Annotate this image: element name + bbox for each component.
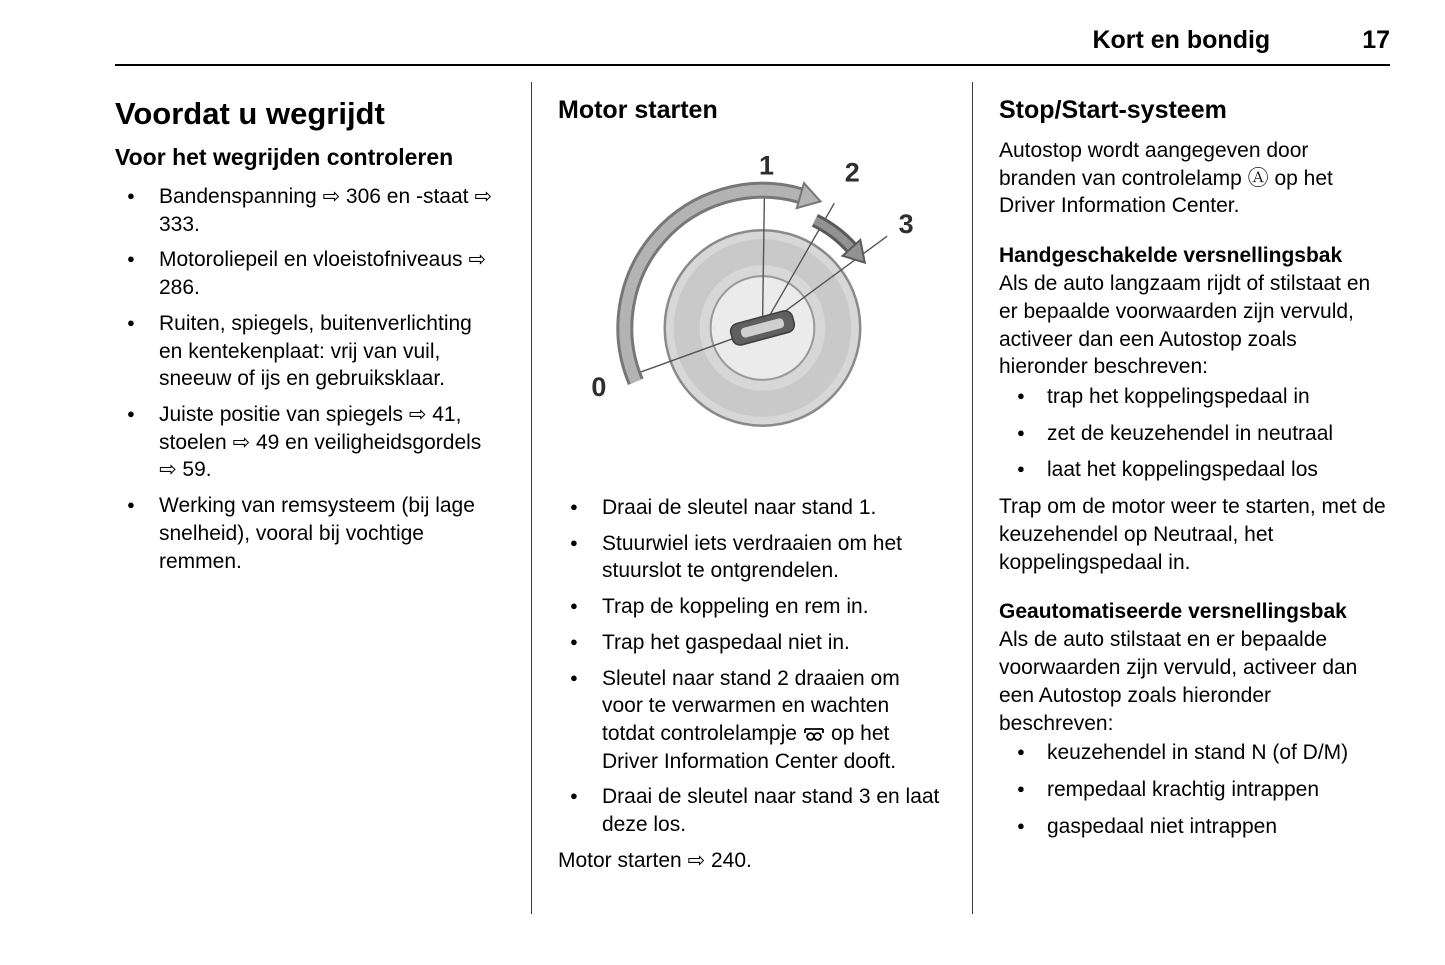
list-item: ● Ruiten, spiegels, buitenverlichting en kentekenplaat: vrij van vuil, sneeuw of ijs en gebruiksklaar. bbox=[115, 310, 501, 393]
engine-start-steps bbox=[558, 494, 946, 839]
glow-plug-icon bbox=[803, 726, 825, 742]
position-label-1: 1 bbox=[758, 150, 774, 181]
bullet-text: Sleutel naar stand 2 draaien om voor te verwarmen en wachten totdat controlelampje bbox=[602, 666, 900, 746]
list-item: ● Werking van remsysteem (bij lage snelheid), vooral bij vochtige remmen. bbox=[115, 492, 501, 575]
manual-gearbox-heading: Handgeschakelde versnellingsbak bbox=[999, 244, 1343, 268]
checklist bbox=[115, 183, 501, 575]
position-label-2: 2 bbox=[844, 157, 860, 188]
intro-paragraph: Autostop wordt aangegeven door branden van controlelamp Ⓐ op het Driver Information Center. bbox=[999, 139, 1333, 218]
ignition-switch-diagram bbox=[558, 143, 947, 473]
list-item: ● Trap de koppeling en rem in. bbox=[558, 593, 946, 621]
header-rule bbox=[115, 64, 1390, 66]
section-title: Stop/Start-systeem bbox=[999, 96, 1227, 124]
list-item: ● trap het koppelingspedaal in bbox=[999, 383, 1390, 411]
manual-gearbox-body: Als de auto langzaam rijdt of stilstaat en er bepaalde voorwaarden zijn vervuld, activeer dan een Autostop zoals hieronder beschreven: bbox=[999, 272, 1371, 379]
list-item: ● zet de keuzehendel in neutraal bbox=[999, 420, 1390, 448]
list-item: ● laat het koppelingspedaal los bbox=[999, 456, 1390, 484]
column-stop-start bbox=[972, 82, 1390, 914]
section-title: Motor starten bbox=[558, 96, 718, 124]
list-item: ● Draai de sleutel naar stand 1. bbox=[558, 494, 946, 522]
page-header bbox=[115, 26, 1390, 66]
manual-gearbox-steps bbox=[999, 383, 1390, 484]
list-item: ● Juiste positie van spiegels ⇨ 41, stoelen ⇨ 49 en veiligheidsgordels ⇨ 59. bbox=[115, 401, 501, 484]
automated-gearbox-body: Als de auto stilstaat en er bepaalde voorwaarden zijn vervuld, activeer dan een Autostop zoals hieronder beschreven: bbox=[999, 628, 1358, 735]
column-engine-start bbox=[531, 82, 972, 914]
column-before-driving bbox=[115, 82, 531, 914]
list-item: ● Motoroliepeil en vloeistofniveaus ⇨ 286. bbox=[115, 246, 501, 301]
content-columns bbox=[115, 82, 1390, 914]
automated-gearbox-steps bbox=[999, 739, 1390, 840]
page-number: 17 bbox=[1362, 26, 1390, 54]
position-label-0: 0 bbox=[591, 371, 607, 402]
chapter-title: Kort en bondig bbox=[1092, 26, 1271, 54]
list-item: ● Draai de sleutel naar stand 3 en laat deze los. bbox=[558, 783, 946, 838]
list-item: ● Trap het gaspedaal niet in. bbox=[558, 629, 946, 657]
list-item: ● Stuurwiel iets verdraaien om het stuurslot te ontgrendelen. bbox=[558, 530, 946, 585]
cross-reference: Motor starten ⇨ 240. bbox=[558, 848, 752, 872]
list-item bbox=[558, 665, 946, 776]
manual-gearbox-outro: Trap om de motor weer te starten, met de keuzehendel op Neutraal, het koppelingspedaal in. bbox=[999, 495, 1386, 574]
position-label-3: 3 bbox=[898, 209, 914, 240]
bullet-text: op het Driver Information Center dooft. bbox=[602, 722, 897, 773]
list-item: ● rempedaal krachtig intrappen bbox=[999, 776, 1390, 804]
subsection-title: Voor het wegrijden controleren bbox=[115, 144, 454, 170]
list-item: ● Bandenspanning ⇨ 306 en -staat ⇨ 333. bbox=[115, 183, 501, 238]
automated-gearbox-heading: Geautomatiseerde versnellingsbak bbox=[999, 600, 1347, 624]
list-item: ● gaspedaal niet intrappen bbox=[999, 813, 1390, 841]
section-title: Voordat u wegrijdt bbox=[115, 96, 385, 131]
list-item: ● keuzehendel in stand N (of D/M) bbox=[999, 739, 1390, 767]
